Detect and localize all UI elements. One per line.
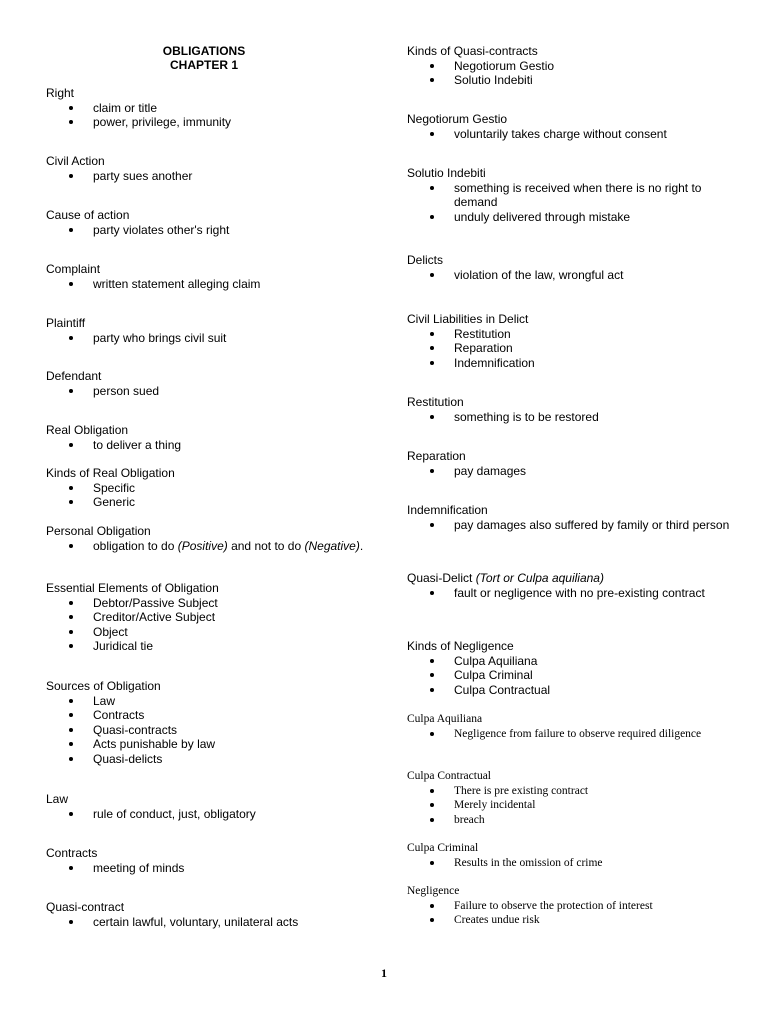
section-heading: Civil Action (46, 154, 105, 168)
list-item: Acts punishable by law (46, 737, 366, 752)
section (46, 154, 366, 183)
list-item: Specific (46, 481, 366, 496)
section-heading: Defendant (46, 369, 102, 383)
list-item: Restitution (407, 327, 737, 342)
list-item: Culpa Criminal (407, 668, 737, 683)
bullet-list (46, 438, 366, 453)
list-item: Creditor/Active Subject (46, 610, 366, 625)
section (46, 846, 366, 875)
section (46, 466, 366, 510)
section-heading: Culpa Contractual (407, 770, 491, 782)
list-item: breach (407, 813, 737, 828)
bullet-list (46, 694, 366, 767)
section (46, 900, 366, 929)
bullet-list (407, 784, 737, 828)
section (407, 639, 737, 697)
list-item: rule of conduct, just, obligatory (46, 807, 366, 822)
section-heading: Personal Obligation (46, 524, 151, 538)
title-line-2: CHAPTER 1 (169, 58, 238, 72)
section (407, 712, 737, 741)
list-item: Law (46, 694, 366, 709)
section (46, 369, 366, 398)
list-item: Negotiorum Gestio (407, 59, 737, 74)
section-heading: Kinds of Negligence (407, 639, 514, 653)
section-heading: Right (46, 86, 75, 100)
section (46, 581, 366, 654)
section-heading: Indemnification (407, 503, 488, 517)
section-heading: Civil Liabilities in Delict (407, 312, 529, 326)
list-item: party violates other's right (46, 223, 366, 238)
bullet-list (46, 539, 366, 554)
list-item: certain lawful, voluntary, unilateral acts (46, 915, 366, 930)
list-item: Failure to observe the protection of interest (407, 899, 737, 914)
section-heading: Sources of Obligation (46, 679, 161, 693)
bullet-list (407, 181, 737, 225)
bullet-list (407, 856, 737, 871)
bullet-list (407, 654, 737, 698)
bullet-list (407, 727, 737, 742)
section (46, 524, 366, 553)
section-heading: Kinds of Real Obligation (46, 466, 175, 480)
bullet-list (46, 596, 366, 654)
list-item: something is to be restored (407, 410, 737, 425)
section-heading: Negligence (407, 885, 460, 897)
section (46, 208, 366, 237)
bullet-list (46, 384, 366, 399)
section-heading: Plaintiff (46, 316, 86, 330)
section (46, 679, 366, 766)
list-item: Negligence from failure to observe required diligence (407, 727, 737, 742)
list-item: unduly delivered through mistake (407, 210, 737, 225)
section (407, 769, 737, 827)
bullet-list (407, 59, 737, 88)
list-item: Object (46, 625, 366, 640)
list-item: written statement alleging claim (46, 277, 366, 292)
list-item: fault or negligence with no pre-existing contract (407, 586, 737, 601)
list-item: person sued (46, 384, 366, 399)
list-item: claim or title (46, 101, 366, 116)
bullet-list (46, 223, 366, 238)
list-item: meeting of minds (46, 861, 366, 876)
section-heading: Cause of action (46, 208, 130, 222)
section (407, 884, 737, 928)
list-item: obligation to do (Positive) and not to do (Negative). (46, 539, 366, 554)
section (407, 503, 737, 532)
list-item: Creates undue risk (407, 913, 737, 928)
bullet-list (407, 127, 737, 142)
bullet-list (46, 861, 366, 876)
section-heading: Quasi-Delict (Tort or Culpa aquiliana) (407, 571, 604, 585)
section (46, 316, 366, 345)
document-title (46, 44, 362, 72)
list-item: Indemnification (407, 356, 737, 371)
left-column (46, 0, 366, 929)
list-item: Results in the omission of crime (407, 856, 737, 871)
bullet-list (407, 899, 737, 928)
bullet-list (407, 410, 737, 425)
section (46, 86, 366, 130)
list-item: something is received when there is no right to demand (407, 181, 737, 210)
bullet-list (46, 915, 366, 930)
section (46, 792, 366, 821)
bullet-list (46, 481, 366, 510)
bullet-list (407, 268, 737, 283)
bullet-list (407, 464, 737, 479)
list-item: Quasi-delicts (46, 752, 366, 767)
list-item: Contracts (46, 708, 366, 723)
section-heading: Delicts (407, 253, 444, 267)
bullet-list (46, 331, 366, 346)
list-item: Generic (46, 495, 366, 510)
section (407, 312, 737, 370)
bullet-list (46, 277, 366, 292)
title-line-1: OBLIGATIONS (162, 44, 246, 58)
section-heading: Contracts (46, 846, 98, 860)
section-heading: Essential Elements of Obligation (46, 581, 219, 595)
bullet-list (407, 518, 737, 533)
section (407, 571, 737, 600)
list-item: Solutio Indebiti (407, 73, 737, 88)
section-heading: Complaint (46, 262, 101, 276)
section-heading: Quasi-contract (46, 900, 125, 914)
section-heading: Kinds of Quasi-contracts (407, 44, 538, 58)
list-item: Reparation (407, 341, 737, 356)
page-number: 1 (381, 966, 387, 980)
bullet-list (46, 807, 366, 822)
section-heading: Negotiorum Gestio (407, 112, 508, 126)
section-heading: Solutio Indebiti (407, 166, 486, 180)
list-item: violation of the law, wrongful act (407, 268, 737, 283)
section (407, 166, 737, 224)
section (407, 449, 737, 478)
section-heading: Restitution (407, 395, 464, 409)
list-item: There is pre existing contract (407, 784, 737, 799)
list-item: power, privilege, immunity (46, 115, 366, 130)
list-item: Merely incidental (407, 798, 737, 813)
section (407, 395, 737, 424)
section (46, 423, 366, 452)
section-heading: Reparation (407, 449, 466, 463)
section (46, 262, 366, 291)
list-item: party sues another (46, 169, 366, 184)
list-item: Culpa Aquiliana (407, 654, 737, 669)
section-heading: Culpa Criminal (407, 842, 479, 854)
bullet-list (46, 169, 366, 184)
section (407, 112, 737, 141)
bullet-list (46, 101, 366, 130)
list-item: pay damages (407, 464, 737, 479)
section (407, 253, 737, 282)
section-heading: Culpa Aquiliana (407, 713, 483, 725)
list-item: to deliver a thing (46, 438, 366, 453)
list-item: Culpa Contractual (407, 683, 737, 698)
section (407, 841, 737, 870)
list-item: Juridical tie (46, 639, 366, 654)
list-item: party who brings civil suit (46, 331, 366, 346)
list-item: pay damages also suffered by family or third person (407, 518, 737, 533)
list-item: voluntarily takes charge without consent (407, 127, 737, 142)
section-heading: Law (46, 792, 69, 806)
section-heading: Real Obligation (46, 423, 129, 437)
bullet-list (407, 586, 737, 601)
section (407, 44, 737, 88)
bullet-list (407, 327, 737, 371)
list-item: Quasi-contracts (46, 723, 366, 738)
list-item: Debtor/Passive Subject (46, 596, 366, 611)
